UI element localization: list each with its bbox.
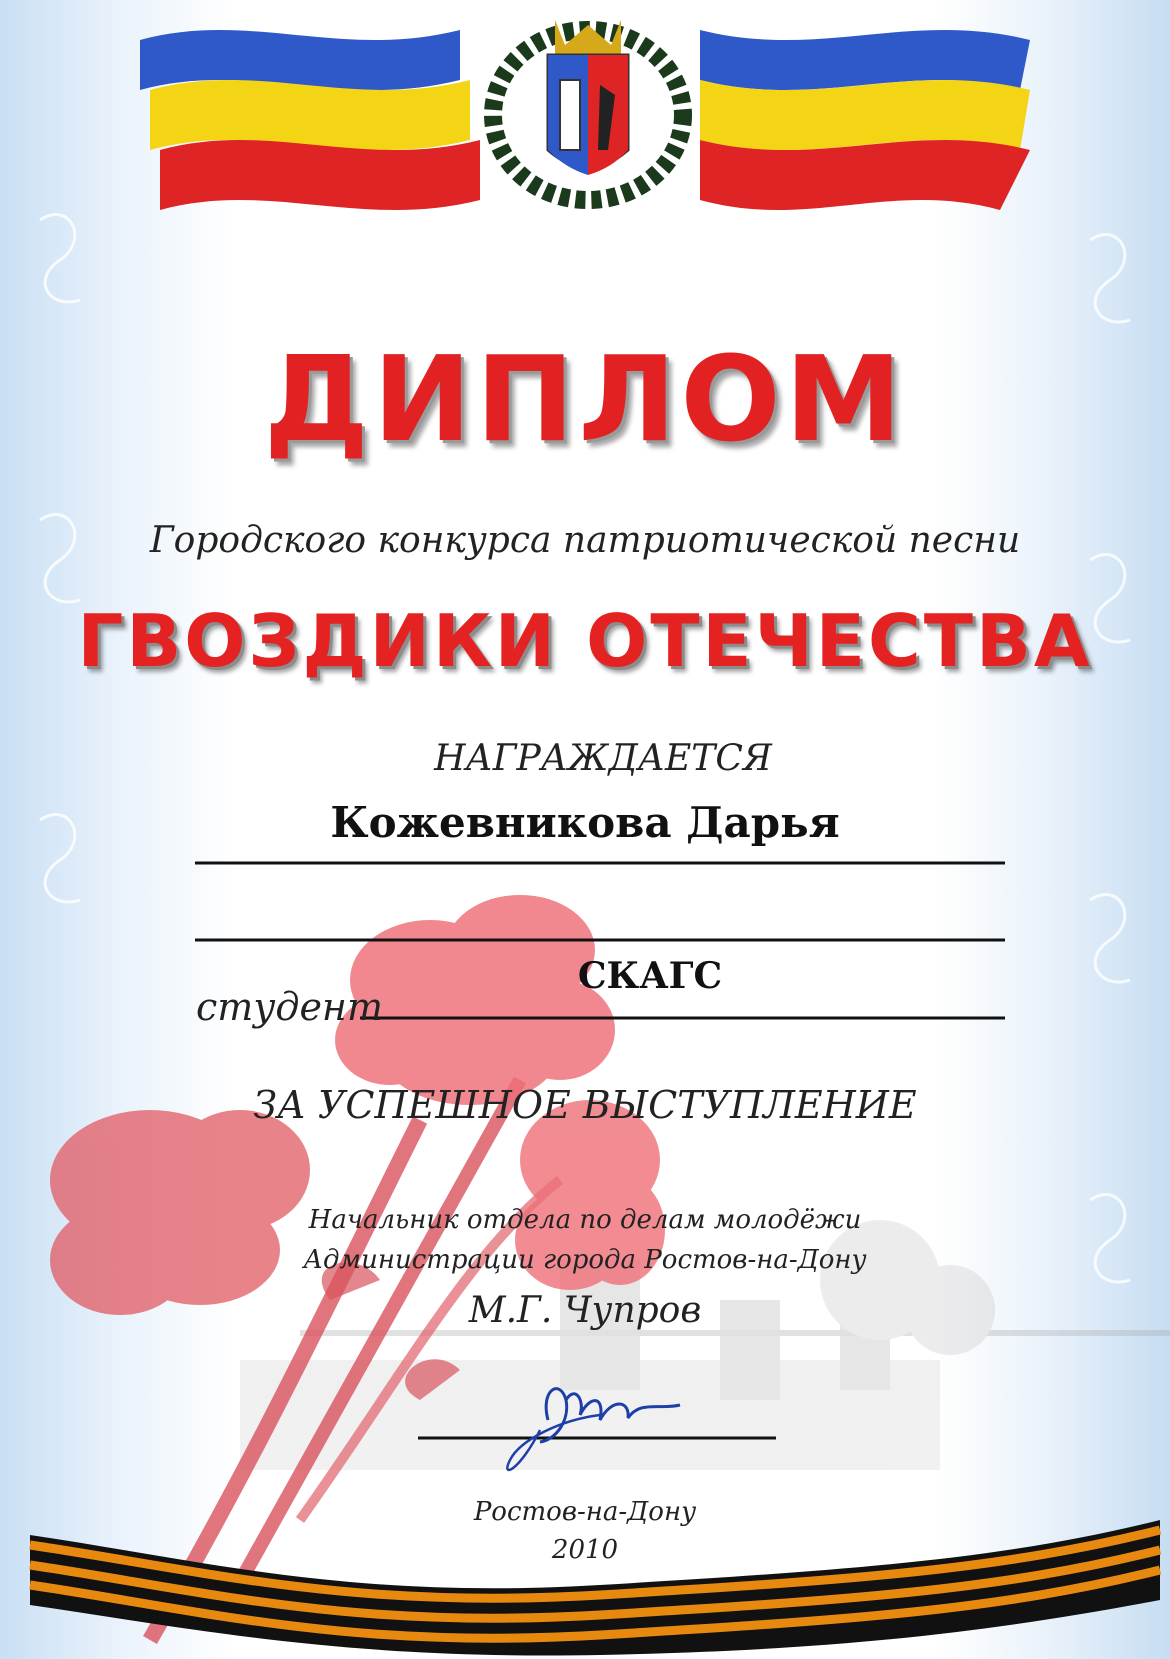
contest-name: ГВОЗДИКИ ОТЕЧЕСТВА: [77, 599, 1093, 683]
footer-city: Ростов-на-Дону: [473, 1497, 697, 1527]
diploma-title: ДИПЛОМ: [263, 330, 907, 468]
footer-year: 2010: [551, 1535, 619, 1565]
organization-value: СКАГС: [577, 955, 723, 997]
signatory-position: Начальник отдела по делам молодёжи: [308, 1205, 862, 1235]
award-reason: ЗА УСПЕШНОЕ ВЫСТУПЛЕНИЕ: [253, 1083, 917, 1127]
role-label: студент: [196, 985, 383, 1029]
awarded-label: НАГРАЖДАЕТСЯ: [434, 738, 772, 779]
signatory-organization: Администрации города Ростов-на-Дону: [303, 1245, 867, 1275]
recipient-name: Кожевникова Дарья: [330, 798, 840, 847]
contest-subtitle: Городского конкурса патриотической песни: [149, 520, 1021, 561]
signatory-name: М.Г. Чупров: [468, 1290, 702, 1331]
